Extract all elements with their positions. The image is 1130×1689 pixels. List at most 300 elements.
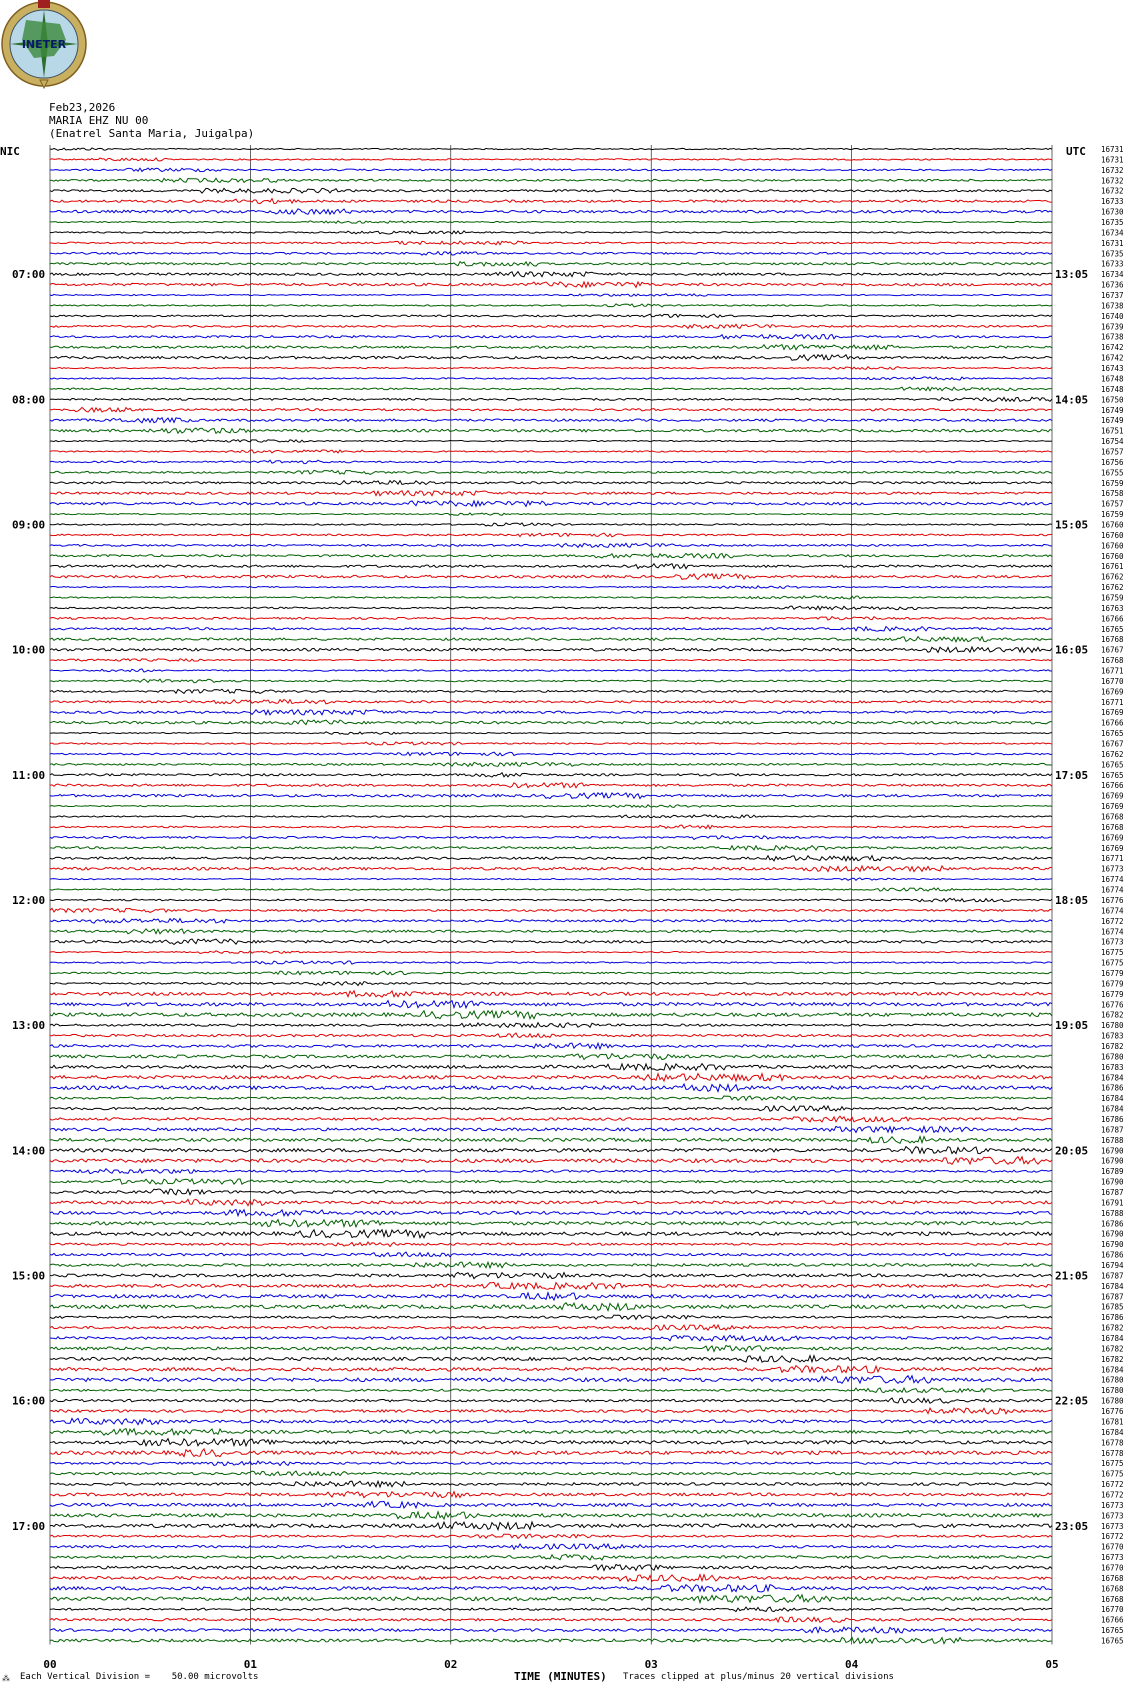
seismic-trace	[50, 627, 1052, 632]
seismic-trace	[50, 805, 1052, 808]
trace-value-label: 16772	[1101, 916, 1124, 926]
seismic-trace	[50, 387, 1052, 391]
trace-value-label: 16783	[1101, 1031, 1124, 1041]
trace-value-label: 16782	[1101, 1010, 1124, 1020]
trace-value-label: 16770	[1101, 1605, 1124, 1615]
x-tick-label: 03	[644, 1658, 658, 1671]
right-time-label: 17:05	[1055, 768, 1089, 782]
seismic-trace	[50, 1376, 1052, 1384]
seismic-trace	[50, 418, 1052, 423]
right-time-labels	[1055, 268, 1088, 1533]
trace-value-label: 16773	[1101, 864, 1124, 874]
left-time-label: 17:00	[12, 1519, 46, 1533]
station-location: (Enatrel Santa Maria, Juigalpa)	[49, 127, 255, 140]
trace-value-label: 16768	[1101, 635, 1124, 645]
trace-value-label: 16782	[1101, 1354, 1124, 1364]
seismic-trace	[50, 1481, 1052, 1487]
trace-value-label: 16778	[1101, 1448, 1124, 1458]
trace-value-label: 16742	[1101, 353, 1124, 363]
seismic-trace	[50, 324, 1052, 328]
trace-value-label: 16768	[1101, 1573, 1124, 1583]
trace-value-label: 16759	[1101, 510, 1124, 520]
right-time-label: 18:05	[1055, 893, 1089, 907]
seismic-trace	[50, 679, 1052, 683]
seismic-trace	[50, 407, 1052, 412]
trace-value-label: 16768	[1101, 656, 1124, 666]
seismic-trace	[50, 1116, 1052, 1122]
seismic-trace	[50, 1607, 1052, 1612]
seismic-trace	[50, 209, 1052, 214]
seismic-trace	[50, 689, 1052, 693]
trace-value-label: 16770	[1101, 1542, 1124, 1552]
seismic-trace	[50, 1522, 1052, 1530]
seismic-trace	[50, 1252, 1052, 1257]
trace-value-label: 16767	[1101, 739, 1124, 749]
trace-value-label: 16776	[1101, 895, 1124, 905]
trace-value-label: 16788	[1101, 1208, 1124, 1218]
seismic-trace	[50, 1043, 1052, 1049]
seismic-trace	[50, 1001, 1052, 1008]
left-time-label: 07:00	[12, 268, 46, 282]
trace-value-label: 16757	[1101, 447, 1124, 457]
trace-value-label: 16790	[1101, 1229, 1124, 1239]
trace-value-label: 16760	[1101, 541, 1124, 551]
trace-value-label: 16769	[1101, 843, 1124, 853]
seismic-trace	[50, 345, 1052, 350]
trace-value-label: 16755	[1101, 468, 1124, 478]
trace-value-label: 16748	[1101, 374, 1124, 384]
trace-value-labels	[1101, 145, 1124, 1645]
seismic-trace	[50, 1084, 1052, 1091]
trace-value-label: 16737	[1101, 291, 1124, 301]
seismic-trace	[50, 294, 1052, 297]
right-time-label: 22:05	[1055, 1394, 1089, 1408]
trace-value-label: 16775	[1101, 948, 1124, 958]
seismic-trace	[50, 1325, 1052, 1330]
seismic-trace	[50, 480, 1052, 484]
seismic-trace	[50, 898, 1052, 902]
scale-note: Each Vertical Division = 50.00 microvolts	[20, 1672, 259, 1682]
seismic-trace	[50, 523, 1052, 526]
seismic-trace	[50, 1345, 1052, 1351]
trace-value-label: 16732	[1101, 176, 1124, 186]
seismic-trace	[50, 773, 1052, 777]
seismic-trace	[50, 1137, 1052, 1144]
trace-value-label: 16786	[1101, 1219, 1124, 1229]
seismic-trace	[50, 1461, 1052, 1466]
trace-value-label: 16765	[1101, 624, 1124, 634]
seismic-trace	[50, 939, 1052, 945]
seismic-trace	[50, 720, 1052, 725]
seismic-trace	[50, 752, 1052, 756]
trace-value-label: 16773	[1101, 1500, 1124, 1510]
seismic-trace	[50, 1054, 1052, 1060]
trace-value-label: 16779	[1101, 989, 1124, 999]
trace-value-label: 16766	[1101, 781, 1124, 791]
seismic-trace	[50, 1595, 1052, 1603]
left-zone-label: NIC	[0, 145, 20, 158]
trace-value-label: 16790	[1101, 1156, 1124, 1166]
traces	[50, 148, 1052, 1644]
seismic-trace	[50, 188, 1052, 193]
trace-value-label: 16769	[1101, 687, 1124, 697]
seismic-trace	[50, 1554, 1052, 1560]
trace-value-label: 16767	[1101, 645, 1124, 655]
seismic-trace	[50, 1023, 1052, 1028]
x-tick-label: 00	[43, 1658, 57, 1671]
seismic-trace	[50, 1169, 1052, 1174]
trace-value-label: 16790	[1101, 1146, 1124, 1156]
seismic-trace	[50, 1147, 1052, 1154]
seismic-trace	[50, 168, 1052, 172]
seismic-trace	[50, 846, 1052, 851]
seismic-trace	[50, 262, 1052, 266]
trace-value-label: 16786	[1101, 1313, 1124, 1323]
seismic-trace	[50, 919, 1052, 924]
trace-value-label: 16765	[1101, 770, 1124, 780]
seismic-trace	[50, 1157, 1052, 1165]
trace-value-label: 16784	[1101, 1365, 1124, 1375]
trace-value-label: 16769	[1101, 791, 1124, 801]
trace-value-label: 16791	[1101, 1198, 1124, 1208]
trace-value-label: 16735	[1101, 249, 1124, 259]
seismic-trace	[50, 252, 1052, 256]
seismic-trace	[50, 1335, 1052, 1341]
trace-value-label: 16749	[1101, 416, 1124, 426]
seismic-trace	[50, 961, 1052, 964]
seismic-trace	[50, 1282, 1052, 1289]
seismic-trace	[50, 1637, 1052, 1643]
seismic-trace	[50, 991, 1052, 997]
trace-value-label: 16780	[1101, 1052, 1124, 1062]
station-code: MARIA EHZ NU 00	[49, 114, 149, 127]
right-time-label: 21:05	[1055, 1269, 1089, 1283]
seismic-trace	[50, 1627, 1052, 1633]
trace-value-label: 16784	[1101, 1094, 1124, 1104]
seismic-trace	[50, 815, 1052, 818]
trace-value-label: 16776	[1101, 1407, 1124, 1417]
seismic-trace	[50, 617, 1052, 620]
seismic-trace	[50, 929, 1052, 934]
trace-value-label: 16782	[1101, 1344, 1124, 1354]
seismic-trace	[50, 866, 1052, 872]
seismic-trace	[50, 1534, 1052, 1538]
right-time-label: 20:05	[1055, 1144, 1089, 1158]
trace-value-label: 16750	[1101, 395, 1124, 405]
trace-value-label: 16738	[1101, 332, 1124, 342]
right-time-label: 14:05	[1055, 393, 1089, 407]
trace-value-label: 16743	[1101, 364, 1124, 374]
seismic-trace	[50, 221, 1052, 224]
left-time-label: 15:00	[12, 1269, 46, 1283]
x-tick-label: 05	[1045, 1658, 1059, 1671]
trace-value-label: 16748	[1101, 384, 1124, 394]
seismic-trace	[50, 178, 1052, 182]
trace-value-label: 16773	[1101, 937, 1124, 947]
trace-value-label: 16786	[1101, 1083, 1124, 1093]
seismic-trace	[50, 856, 1052, 861]
trace-value-label: 16766	[1101, 614, 1124, 624]
seismic-trace	[50, 762, 1052, 766]
seismic-trace	[50, 836, 1052, 840]
trace-value-label: 16778	[1101, 1438, 1124, 1448]
seismic-trace	[50, 659, 1052, 661]
seismic-trace	[50, 1074, 1052, 1081]
trace-value-label: 16772	[1101, 1480, 1124, 1490]
seismic-trace	[50, 1617, 1052, 1622]
seismic-trace	[50, 1106, 1052, 1111]
trace-value-label: 16731	[1101, 155, 1124, 165]
trace-value-label: 16740	[1101, 311, 1124, 321]
trace-value-label: 16769	[1101, 802, 1124, 812]
trace-value-label: 16761	[1101, 562, 1124, 572]
seismic-trace	[50, 282, 1052, 287]
trace-value-label: 16789	[1101, 1167, 1124, 1177]
seismic-trace	[50, 501, 1052, 506]
left-time-label: 09:00	[12, 518, 46, 532]
trace-value-label: 16787	[1101, 1125, 1124, 1135]
trace-value-label: 16773	[1101, 1521, 1124, 1531]
trace-value-label: 16762	[1101, 583, 1124, 593]
trace-value-label: 16784	[1101, 1427, 1124, 1437]
seismic-trace	[50, 1315, 1052, 1319]
seismic-trace	[50, 647, 1052, 653]
trace-value-label: 16771	[1101, 666, 1124, 676]
record-date: Feb23,2026	[49, 101, 116, 114]
left-time-label: 08:00	[12, 393, 46, 407]
trace-value-label: 16780	[1101, 1375, 1124, 1385]
left-time-label: 12:00	[12, 893, 46, 907]
trace-value-label: 16751	[1101, 426, 1124, 436]
seismic-trace	[50, 1179, 1052, 1184]
trace-value-label: 16734	[1101, 228, 1124, 238]
trace-value-label: 16786	[1101, 1114, 1124, 1124]
x-tick-label: 04	[844, 1658, 859, 1671]
seismic-trace	[50, 1449, 1052, 1457]
trace-value-label: 16784	[1101, 1334, 1124, 1344]
trace-value-label: 16772	[1101, 1532, 1124, 1542]
seismic-trace	[50, 543, 1052, 547]
trace-value-label: 16765	[1101, 1636, 1124, 1646]
seismic-trace	[50, 606, 1052, 610]
seismic-trace	[50, 742, 1052, 745]
trace-value-label: 16774	[1101, 906, 1124, 916]
trace-value-label: 16770	[1101, 676, 1124, 686]
seismic-trace	[50, 1429, 1052, 1436]
seismic-trace	[50, 1491, 1052, 1497]
right-time-label: 16:05	[1055, 643, 1089, 657]
trace-value-label: 16784	[1101, 1073, 1124, 1083]
trace-value-label: 16779	[1101, 979, 1124, 989]
trace-value-label: 16763	[1101, 603, 1124, 613]
seismic-trace	[50, 1501, 1052, 1508]
seismic-trace	[50, 908, 1052, 912]
trace-value-label: 16772	[1101, 1490, 1124, 1500]
seismic-trace	[50, 732, 1052, 735]
seismic-trace	[50, 1418, 1052, 1424]
trace-value-label: 16780	[1101, 1386, 1124, 1396]
right-zone-label: UTC	[1066, 145, 1086, 158]
trace-value-label: 16731	[1101, 238, 1124, 248]
seismic-trace	[50, 1439, 1052, 1446]
seismic-trace	[50, 1126, 1052, 1132]
trace-value-label: 16739	[1101, 322, 1124, 332]
seismic-trace	[50, 397, 1052, 401]
left-time-labels	[12, 268, 45, 1533]
trace-value-label: 16785	[1101, 1302, 1124, 1312]
trace-value-label: 16732	[1101, 165, 1124, 175]
seismic-trace	[50, 793, 1052, 799]
trace-value-label: 16730	[1101, 207, 1124, 217]
right-time-label: 13:05	[1055, 268, 1089, 282]
left-time-label: 13:00	[12, 1019, 46, 1033]
seismic-trace	[50, 199, 1052, 204]
right-time-label: 23:05	[1055, 1519, 1089, 1533]
trace-value-label: 16765	[1101, 729, 1124, 739]
seismic-trace	[50, 825, 1052, 829]
seismic-trace	[50, 596, 1052, 599]
footer-mark: ⁂	[2, 1674, 10, 1683]
trace-value-label: 16775	[1101, 1469, 1124, 1479]
seismic-trace	[50, 586, 1052, 589]
trace-value-label: 16790	[1101, 1177, 1124, 1187]
seismic-trace	[50, 951, 1052, 954]
seismic-trace	[50, 1209, 1052, 1216]
trace-value-label: 16787	[1101, 1292, 1124, 1302]
trace-value-label: 16768	[1101, 1584, 1124, 1594]
trace-value-label: 16773	[1101, 1511, 1124, 1521]
seismic-trace	[50, 1585, 1052, 1592]
trace-value-label: 16760	[1101, 551, 1124, 561]
trace-value-label: 16756	[1101, 457, 1124, 467]
seismic-trace	[50, 1366, 1052, 1373]
trace-value-label: 16749	[1101, 405, 1124, 415]
trace-value-label: 16780	[1101, 1021, 1124, 1031]
seismic-trace	[50, 1011, 1052, 1019]
seismic-trace	[50, 148, 1052, 150]
left-time-label: 16:00	[12, 1394, 46, 1408]
left-time-label: 14:00	[12, 1144, 46, 1158]
seismic-trace	[50, 700, 1052, 704]
seismic-trace	[50, 241, 1052, 245]
seismic-trace	[50, 1262, 1052, 1268]
seismic-trace	[50, 314, 1052, 317]
seismic-trace	[50, 1199, 1052, 1205]
seismic-trace	[50, 564, 1052, 569]
trace-value-label: 16787	[1101, 1188, 1124, 1197]
trace-value-label: 16768	[1101, 812, 1124, 822]
trace-value-label: 16782	[1101, 1323, 1124, 1333]
seismic-trace	[50, 533, 1052, 537]
trace-value-label: 16771	[1101, 697, 1124, 707]
trace-value-label: 16769	[1101, 833, 1124, 843]
seismic-trace	[50, 355, 1052, 361]
seismic-trace	[50, 1033, 1052, 1038]
trace-value-label: 16757	[1101, 499, 1124, 509]
trace-value-label: 16766	[1101, 718, 1124, 728]
trace-value-label: 16774	[1101, 885, 1124, 895]
right-time-label: 19:05	[1055, 1019, 1089, 1033]
trace-value-label: 16784	[1101, 1104, 1124, 1114]
trace-value-label: 16775	[1101, 1459, 1124, 1469]
seismic-trace	[50, 1064, 1052, 1071]
trace-value-label: 16794	[1101, 1261, 1124, 1271]
trace-value-label: 16765	[1101, 1626, 1124, 1636]
trace-value-label: 16774	[1101, 875, 1124, 885]
trace-value-label: 16766	[1101, 1615, 1124, 1625]
seismic-trace	[50, 574, 1052, 580]
trace-value-label: 16770	[1101, 1563, 1124, 1573]
seismic-trace	[50, 1564, 1052, 1570]
trace-value-label: 16733	[1101, 259, 1124, 269]
seismic-trace	[50, 1096, 1052, 1100]
left-time-label: 10:00	[12, 643, 46, 657]
trace-value-label: 16788	[1101, 1135, 1124, 1145]
seismic-trace	[50, 491, 1052, 496]
seismic-trace	[50, 971, 1052, 975]
trace-value-label: 16754	[1101, 437, 1124, 447]
x-tick-label: 02	[444, 1658, 458, 1671]
right-time-label: 15:05	[1055, 518, 1089, 532]
trace-value-label: 16787	[1101, 1271, 1124, 1281]
trace-value-label: 16775	[1101, 958, 1124, 968]
seismic-trace	[50, 1398, 1052, 1403]
trace-value-label: 16768	[1101, 822, 1124, 832]
trace-value-label: 16765	[1101, 760, 1124, 770]
trace-value-label: 16758	[1101, 489, 1124, 499]
trace-value-label: 16760	[1101, 520, 1124, 530]
trace-value-label: 16782	[1101, 1041, 1124, 1051]
seismic-trace	[50, 377, 1052, 380]
x-tick-label: 01	[243, 1658, 258, 1671]
seismic-trace	[50, 669, 1052, 672]
minute-gridlines	[50, 145, 1052, 1644]
seismic-trace	[50, 1512, 1052, 1519]
seismic-trace	[50, 553, 1052, 558]
seismic-trace	[50, 450, 1052, 453]
trace-value-label: 16771	[1101, 854, 1124, 864]
seismic-trace	[50, 1303, 1052, 1311]
seismic-trace	[50, 878, 1052, 880]
clip-note: Traces clipped at plus/minus 20 vertical divisions	[623, 1672, 894, 1682]
seismic-trace	[50, 272, 1052, 277]
trace-value-label: 16769	[1101, 708, 1124, 718]
trace-value-label: 16768	[1101, 1594, 1124, 1604]
seismic-trace	[50, 888, 1052, 891]
trace-value-label: 16762	[1101, 572, 1124, 582]
trace-value-label: 16759	[1101, 593, 1124, 603]
seismic-trace	[50, 334, 1052, 339]
trace-value-label: 16781	[1101, 1417, 1124, 1427]
trace-value-label: 16736	[1101, 280, 1124, 290]
trace-value-label: 16776	[1101, 1000, 1124, 1010]
seismic-trace	[50, 1408, 1052, 1414]
trace-value-label: 16735	[1101, 218, 1124, 228]
seismic-trace	[50, 1242, 1052, 1247]
seismic-trace	[50, 158, 1052, 161]
trace-value-label: 16759	[1101, 478, 1124, 488]
seismic-trace	[50, 367, 1052, 370]
seismic-trace	[50, 637, 1052, 642]
seismic-trace	[50, 1293, 1052, 1300]
seismic-trace	[50, 1575, 1052, 1582]
trace-value-label: 16784	[1101, 1281, 1124, 1291]
trace-value-label: 16760	[1101, 530, 1124, 540]
trace-value-label: 16731	[1101, 145, 1124, 154]
seismic-trace	[50, 1388, 1052, 1393]
seismic-trace	[50, 428, 1052, 433]
seismic-trace	[50, 513, 1052, 515]
